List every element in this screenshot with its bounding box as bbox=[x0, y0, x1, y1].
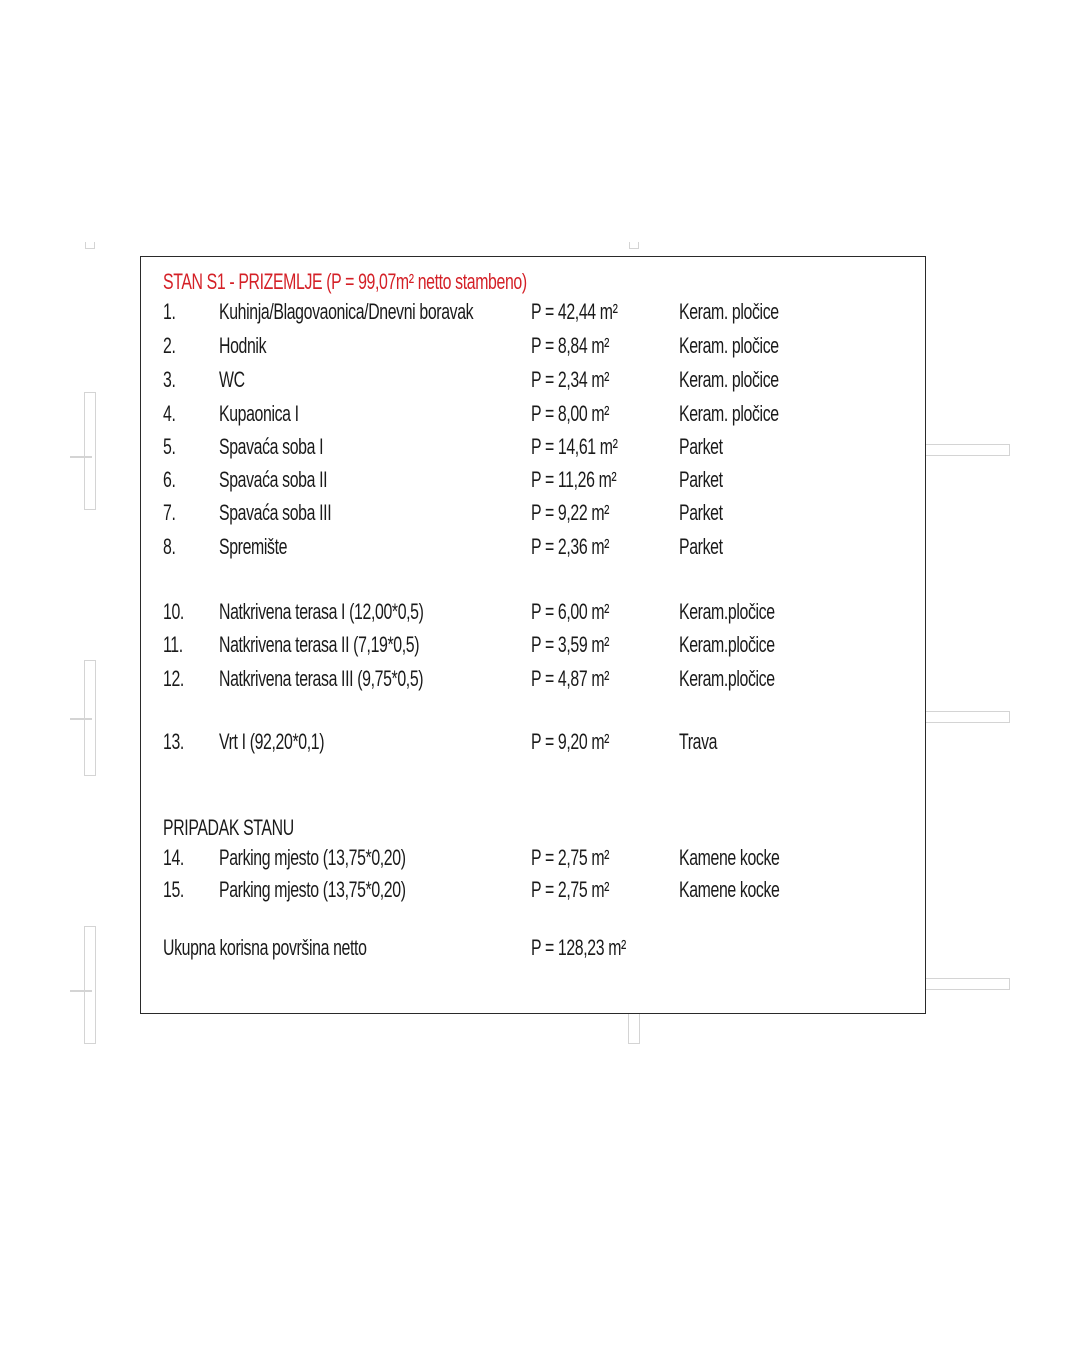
room-name: Natkrivena terasa I (12,00*0,5) bbox=[219, 599, 424, 624]
table-row bbox=[141, 333, 925, 363]
floor-material: Keram. pločice bbox=[679, 299, 779, 324]
table-row bbox=[141, 500, 925, 530]
room-name: Parking mjesto (13,75*0,20) bbox=[219, 845, 406, 870]
table-row bbox=[141, 367, 925, 397]
table-row bbox=[141, 666, 925, 696]
table-row bbox=[141, 467, 925, 497]
row-number: 15. bbox=[163, 877, 184, 902]
background-wall bbox=[84, 926, 96, 1044]
floor-material: Keram.pločice bbox=[679, 632, 775, 657]
table-row bbox=[141, 632, 925, 662]
room-area: P = 42,44 m² bbox=[531, 299, 618, 324]
room-name: Spavaća soba III bbox=[219, 500, 332, 525]
row-number: 6. bbox=[163, 467, 176, 492]
row-number: 12. bbox=[163, 666, 184, 691]
room-name: Vrt I (92,20*0,1) bbox=[219, 729, 325, 754]
background-wall bbox=[70, 456, 92, 458]
table-row bbox=[141, 877, 925, 907]
total-row bbox=[141, 935, 925, 965]
room-name: Kuhinja/Blagovaonica/Dnevni boravak bbox=[219, 299, 474, 324]
room-area: P = 4,87 m² bbox=[531, 666, 610, 691]
floor-material: Keram. pločice bbox=[679, 367, 779, 392]
room-name: WC bbox=[219, 367, 245, 392]
floor-material: Parket bbox=[679, 434, 723, 459]
row-number: 8. bbox=[163, 534, 176, 559]
background-wall bbox=[70, 990, 92, 992]
floor-material: Parket bbox=[679, 467, 723, 492]
row-number: 4. bbox=[163, 401, 176, 426]
background-wall bbox=[84, 392, 96, 510]
floor-material: Parket bbox=[679, 500, 723, 525]
room-area: P = 8,00 m² bbox=[531, 401, 610, 426]
floor-material: Keram. pločice bbox=[679, 401, 779, 426]
room-area: P = 2,36 m² bbox=[531, 534, 610, 559]
background-drawing-mark bbox=[629, 242, 639, 249]
room-area: P = 2,75 m² bbox=[531, 877, 610, 902]
table-row bbox=[141, 845, 925, 875]
room-name: Natkrivena terasa III (9,75*0,5) bbox=[219, 666, 424, 691]
background-wall bbox=[926, 711, 1010, 723]
room-name: Kupaonica I bbox=[219, 401, 299, 426]
room-area: P = 3,59 m² bbox=[531, 632, 610, 657]
table-row bbox=[141, 729, 925, 759]
floor-material: Parket bbox=[679, 534, 723, 559]
table-row bbox=[141, 299, 925, 329]
table-title bbox=[163, 269, 668, 295]
table-row bbox=[141, 534, 925, 564]
row-number: 10. bbox=[163, 599, 184, 624]
total-value: P = 128,23 m² bbox=[531, 935, 626, 960]
table-row bbox=[141, 599, 925, 629]
row-number: 3. bbox=[163, 367, 176, 392]
floor-material: Kamene kocke bbox=[679, 877, 780, 902]
room-area: P = 2,34 m² bbox=[531, 367, 610, 392]
floor-material: Keram.pločice bbox=[679, 666, 775, 691]
total-label: Ukupna korisna površina netto bbox=[163, 935, 367, 960]
table-title-text: STAN S1 - PRIZEMLJE (P = 99,07m² netto stambeno) bbox=[163, 269, 527, 294]
room-area: P = 6,00 m² bbox=[531, 599, 610, 624]
background-wall bbox=[926, 978, 1010, 990]
row-number: 11. bbox=[163, 632, 183, 657]
floor-material: Keram.pločice bbox=[679, 599, 775, 624]
row-number: 7. bbox=[163, 500, 176, 525]
room-name: Parking mjesto (13,75*0,20) bbox=[219, 877, 406, 902]
room-area: P = 2,75 m² bbox=[531, 845, 610, 870]
row-number: 5. bbox=[163, 434, 176, 459]
background-wall bbox=[70, 718, 92, 720]
background-wall bbox=[628, 1014, 640, 1044]
row-number: 14. bbox=[163, 845, 184, 870]
room-name: Spremište bbox=[219, 534, 288, 559]
section-label-text: PRIPADAK STANU bbox=[163, 815, 294, 840]
room-area: P = 11,26 m² bbox=[531, 467, 617, 492]
room-name: Spavaća soba I bbox=[219, 434, 324, 459]
row-number: 2. bbox=[163, 333, 176, 358]
room-name: Natkrivena terasa II (7,19*0,5) bbox=[219, 632, 420, 657]
room-name: Spavaća soba II bbox=[219, 467, 328, 492]
background-wall bbox=[926, 444, 1010, 456]
section-label bbox=[163, 815, 345, 841]
room-area: P = 8,84 m² bbox=[531, 333, 610, 358]
table-row bbox=[141, 401, 925, 431]
room-area: P = 9,22 m² bbox=[531, 500, 610, 525]
row-number: 13. bbox=[163, 729, 184, 754]
background-drawing-mark bbox=[85, 242, 95, 249]
room-area: P = 9,20 m² bbox=[531, 729, 610, 754]
row-number: 1. bbox=[163, 299, 176, 324]
room-area-table bbox=[140, 256, 926, 1014]
floor-material: Keram. pločice bbox=[679, 333, 779, 358]
floor-material: Trava bbox=[679, 729, 718, 754]
floor-material: Kamene kocke bbox=[679, 845, 780, 870]
table-row bbox=[141, 434, 925, 464]
room-name: Hodnik bbox=[219, 333, 267, 358]
room-area: P = 14,61 m² bbox=[531, 434, 618, 459]
